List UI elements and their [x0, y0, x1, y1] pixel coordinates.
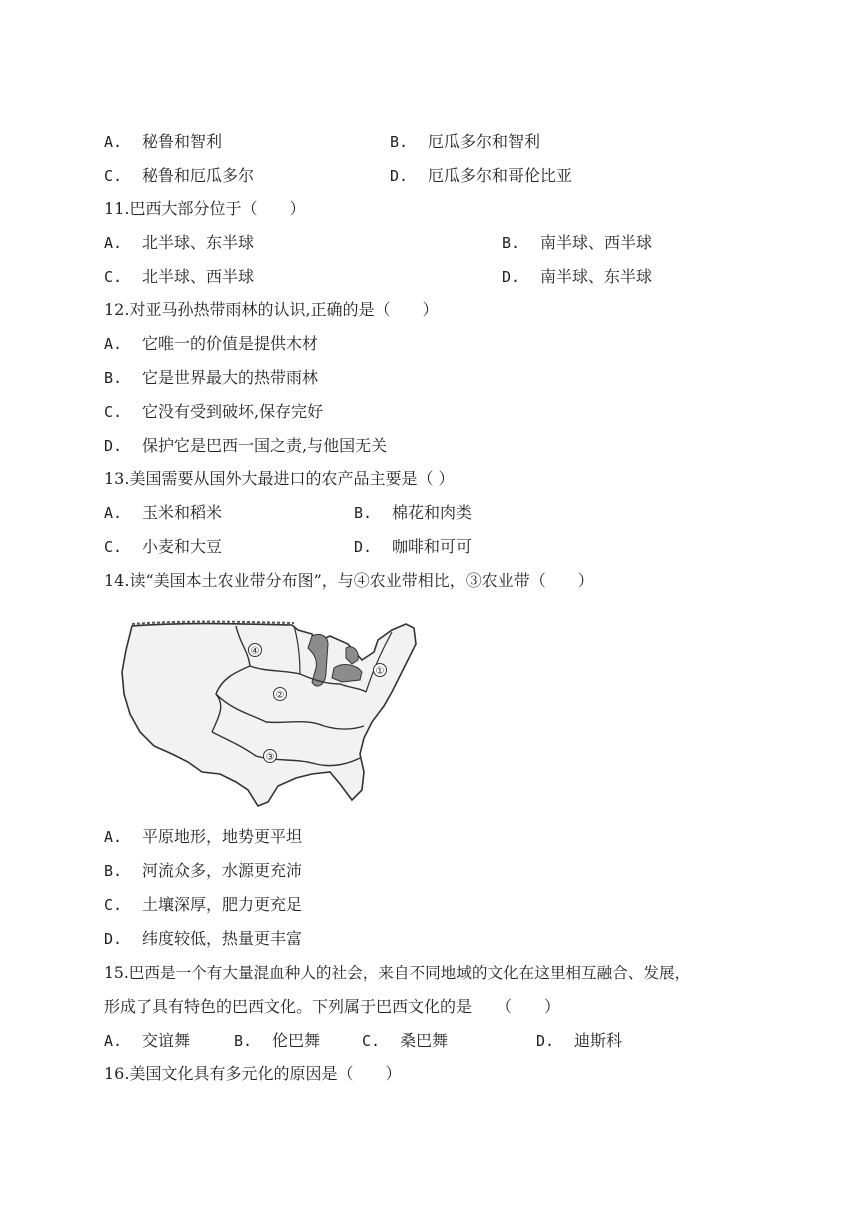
q10-option-a[interactable]: A. 秘鲁和智利 [104, 132, 223, 151]
q11-option-c[interactable]: C. 北半球、西半球 [104, 267, 255, 286]
us-outline [122, 624, 416, 806]
belt-label-4 [249, 644, 262, 658]
q16-stem: 16.美国文化具有多元化的原因是（ ） [104, 1064, 402, 1083]
q15-option-d[interactable]: D. 迪斯科 [536, 1031, 623, 1050]
svg-text:③: ③ [265, 752, 275, 763]
q13-option-d[interactable]: D. 咖啡和可可 [354, 537, 473, 556]
svg-text:①: ① [375, 666, 385, 677]
q11-option-a[interactable]: A. 北半球、东半球 [104, 233, 255, 252]
us-agriculture-belt-map [116, 614, 422, 810]
q10-option-c[interactable]: C. 秘鲁和厄瓜多尔 [104, 166, 255, 185]
q13-option-a[interactable]: A. 玉米和稻米 [104, 503, 223, 522]
q11-option-d[interactable]: D. 南半球、东半球 [502, 267, 653, 286]
q15-stem-line2: 形成了具有特色的巴西文化。下列属于巴西文化的是 （ ） [104, 997, 561, 1016]
belt-label-2 [274, 688, 287, 702]
q14-option-d[interactable]: D. 纬度较低，热量更丰富 [104, 929, 303, 948]
q12-stem: 12.对亚马孙热带雨林的认识,正确的是（ ） [104, 300, 439, 319]
q14-option-c[interactable]: C. 土壤深厚，肥力更充足 [104, 895, 303, 914]
q15-stem-line1: 15.巴西是一个有大量混血种人的社会，来自不同地域的文化在这里相互融合、发展， [104, 964, 691, 982]
q14-stem: 14.读“美国本土农业带分布图”，与④农业带相比，③农业带（ ） [104, 571, 594, 590]
q10-option-d[interactable]: D. 厄瓜多尔和哥伦比亚 [390, 166, 573, 185]
svg-text:②: ② [275, 690, 285, 701]
q11-option-b[interactable]: B. 南半球、西半球 [502, 233, 653, 252]
q12-option-a[interactable]: A. 它唯一的价值是提供木材 [104, 334, 319, 353]
q15-option-b[interactable]: B. 伦巴舞 [234, 1031, 321, 1050]
q11-stem: 11.巴西大部分位于（ ） [104, 199, 306, 218]
q13-option-b[interactable]: B. 棉花和肉类 [354, 503, 473, 522]
belt-label-3 [264, 750, 277, 764]
q13-option-c[interactable]: C. 小麦和大豆 [104, 537, 223, 556]
svg-text:④: ④ [250, 646, 260, 657]
q12-option-d[interactable]: D. 保护它是巴西一国之责,与他国无关 [104, 436, 388, 455]
q13-stem: 13.美国需要从国外大最进口的农产品主要是（ ） [104, 469, 455, 488]
q12-option-b[interactable]: B. 它是世界最大的热带雨林 [104, 368, 319, 387]
belt-label-1 [374, 664, 387, 678]
q14-option-a[interactable]: A. 平原地形，地势更平坦 [104, 827, 303, 846]
q15-option-a[interactable]: A. 交谊舞 [104, 1031, 191, 1050]
q12-option-c[interactable]: C. 它没有受到破坏,保存完好 [104, 402, 324, 421]
q10-option-b[interactable]: B. 厄瓜多尔和智利 [390, 132, 541, 151]
q15-option-c[interactable]: C. 桑巴舞 [362, 1031, 449, 1050]
q14-option-b[interactable]: B. 河流众多，水源更充沛 [104, 861, 303, 880]
